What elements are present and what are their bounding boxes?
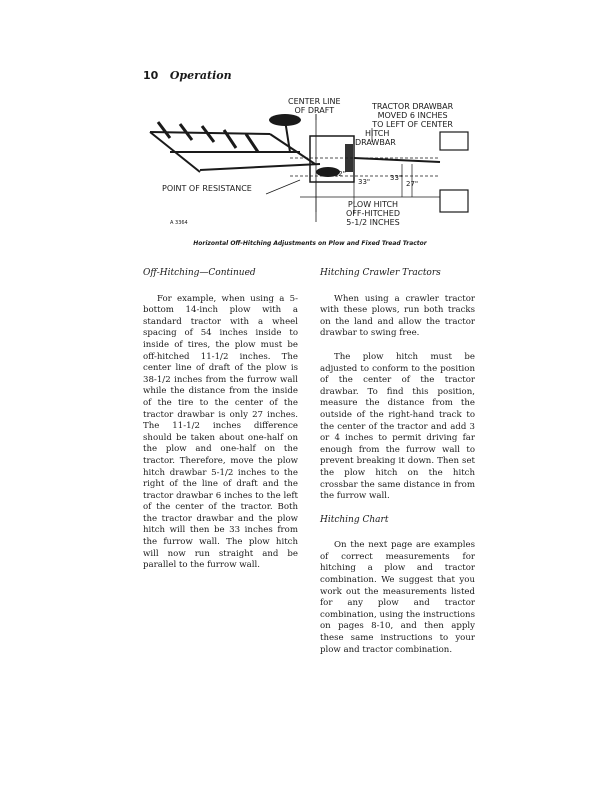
heading-off-hitching: Off-Hitching—Continued xyxy=(143,268,256,278)
heading-hitching-chart: Hitching Chart xyxy=(320,514,389,525)
label-tractor-drawbar: TRACTOR DRAWBAR MOVED 6 INCHES TO LEFT OF CENTER xyxy=(372,102,454,129)
figure-caption: Horizontal Off-Hitching Adjustments on Plow and Fixed Tread Tractor xyxy=(193,240,427,247)
label-dim-38: 38-1/2" xyxy=(320,170,346,178)
label-dim-33b: 33" xyxy=(390,174,403,182)
paragraph: The plow hitch must be adjusted to conform to the position of the center of the tractor drawbar. To find this position, measure the distance from the outside of the right-hand track to the center of the tractor and add 3 or 4 inches to permit driving far enough from the furrow wall to prevent breaking it down. Then set the plow hitch on the hitch crossbar the same distance in from the furrow wall. xyxy=(320,351,475,502)
hitching-diagram xyxy=(140,92,480,250)
page-header xyxy=(143,69,232,82)
right-column xyxy=(320,268,475,668)
heading-crawler-tractors: Hitching Crawler Tractors xyxy=(320,268,441,278)
label-center-line: CENTER LINE OF DRAFT xyxy=(288,97,341,115)
label-plow-hitch: PLOW HITCH OFF-HITCHED 5-1/2 INCHES xyxy=(346,200,400,227)
paragraph: On the next page are examples of correct measurements for hitching a plow and tractor combination. We suggest that you work out the measurements listed for any plow and tractor combination, using the instructions on pages 8-10, and then apply these same instructions to your plow and tractor combination. xyxy=(320,540,475,655)
section-title: Operation xyxy=(169,69,232,82)
paragraph: When using a crawler tractor with these plows, run both tracks on the land and allow the tractor drawbar to swing free. xyxy=(320,293,475,339)
page-number: 10 xyxy=(143,69,159,82)
left-column xyxy=(143,268,298,584)
label-hitch-drawbar: HITCH DRAWBAR xyxy=(355,129,396,147)
label-dim-33a: 33" xyxy=(358,178,371,186)
figure-id: A 3364 xyxy=(170,220,188,226)
label-point-of-resistance: POINT OF RESISTANCE xyxy=(162,184,252,193)
label-dim-27: 27" xyxy=(406,180,419,188)
paragraph: For example, when using a 5-bottom 14-inch plow with a standard tractor with a wheel spacing of 54 inches inside to inside of tires, the plow must be off-hitched 11-1/2 inches. The center line of draft of the plow is 38-1/2 inches from the furrow wall while the distance from the inside of the tire to the center of the tractor drawbar is only 27 inches. The 11-1/2 inches difference should be taken about one-half on the plow and one-half on the tractor. Therefore, move the plow hitch drawbar 5-1/2 inches to the right of the line of draft and the tractor drawbar 6 inches to the left of the center of the tractor. Both the tractor drawbar and the plow hitch will then be 33 inches from the furrow wall. The plow hitch will now run straight and be parallel to the furrow wall. xyxy=(143,293,298,571)
